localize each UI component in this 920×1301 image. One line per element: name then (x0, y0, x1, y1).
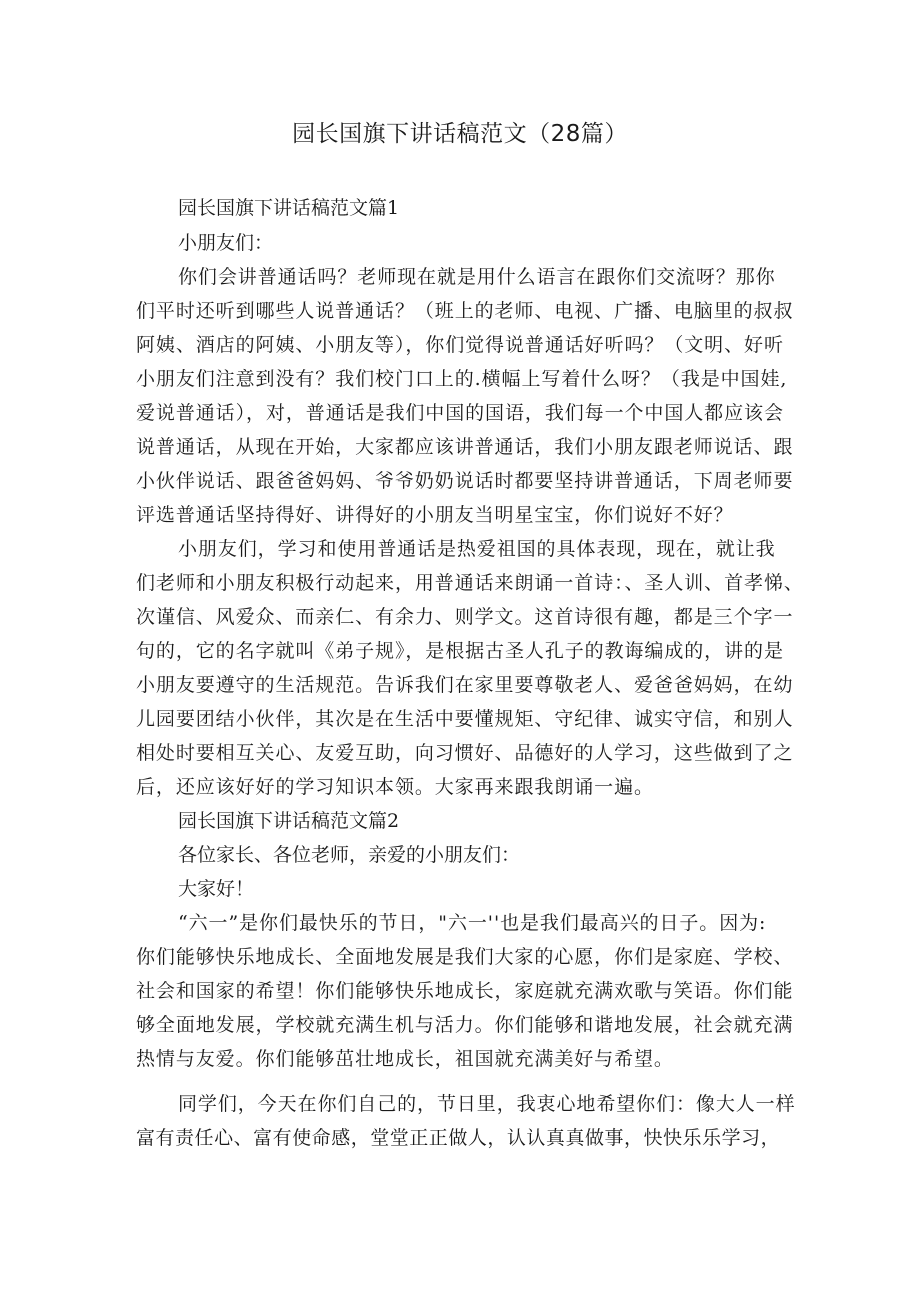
paragraph-3-line: 你们能够快乐地成长、全面地发展是我们大家的心愿，你们是家庭、学校、 (136, 946, 794, 968)
paragraph-2-line: 相处时要相互关心、友爱互助，向习惯好、品德好的人学习，这些做到了之 (136, 742, 794, 764)
paragraph-2-line: 小朋友要遵守的生活规范。告诉我们在家里要尊敬老人、爱爸爸妈妈，在幼 (136, 674, 794, 696)
paragraph-4-line: 同学们，今天在你们自己的，节日里，我衷心地希望你们：像大人一样 (178, 1093, 796, 1115)
paragraph-2-line: 次谨信、风爱众、而亲仁、有余力、则学文。这首诗很有趣，都是三个字一 (136, 606, 794, 628)
paragraph-3-line: 热情与友爱。你们能够茁壮地成长，祖国就充满美好与希望。 (136, 1048, 674, 1070)
salutation: 各位家长、各位老师，亲爱的小朋友们： (178, 844, 521, 866)
paragraph-1-line: 爱说普通话），对，普通话是我们中国的国语，我们每一个中国人都应该会 (136, 402, 784, 424)
paragraph-1-line: 说普通话，从现在开始，大家都应该讲普通话，我们小朋友跟老师说话、跟 (136, 436, 794, 458)
paragraph-3-line: 社会和国家的希望！你们能够快乐地成长，家庭就充满欢歌与笑语。你们能 (136, 980, 794, 1002)
section-heading-1: 园长国旗下讲话稿范文篇1 (178, 197, 400, 219)
salutation: 小朋友们： (178, 232, 274, 254)
paragraph-2-line: 小朋友们，学习和使用普通话是热爱祖国的具体表现，现在，就让我 (178, 538, 776, 560)
paragraph-4-line: 富有责任心、富有使命感，堂堂正正做人，认认真真做事，快快乐乐学习， (136, 1127, 781, 1149)
paragraph-1-line: 阿姨、酒店的阿姨、小朋友等），你们觉得说普通话好听吗？（文明、好听 (136, 334, 784, 356)
paragraph-2-line: 儿园要团结小伙伴，其次是在生活中要懂规矩、守纪律、诚实守信，和别人 (136, 708, 794, 730)
greeting: 大家好！ (178, 878, 255, 900)
paragraph-3-line: 够全面地发展，学校就充满生机与活力。你们能够和谐地发展，社会就充满 (136, 1014, 794, 1036)
paragraph-1-line: 们平时还听到哪些人说普通话？（班上的老师、电视、广播、电脑里的叔叔 (136, 300, 794, 322)
paragraph-1-line: 小朋友们注意到没有？我们校门口上的.横幅上写着什么呀？（我是中国娃, (136, 368, 788, 390)
paragraph-2-line: 后，还应该好好的学习知识本领。大家再来跟我朗诵一遍。 (136, 776, 654, 798)
paragraph-1-line: 评选普通话坚持得好、讲得好的小朋友当明星宝宝，你们说好不好？ (136, 504, 734, 526)
paragraph-2-line: 句的，它的名字就叫《弟子规》，是根据古圣人孔子的教诲编成的，讲的是 (136, 640, 784, 662)
paragraph-3-line: “六一”是你们最快乐的节日，"六一''也是我们最高兴的日子。因为: (178, 912, 767, 934)
paragraph-1-line: 你们会讲普通话吗？老师现在就是用什么语言在跟你们交流呀？那你 (178, 266, 776, 288)
document-title: 园长国旗下讲话稿范文（28篇） (292, 121, 628, 147)
paragraph-1-line: 小伙伴说话、跟爸爸妈妈、爷爷奶奶说话时都要坚持讲普通话，下周老师要 (136, 470, 794, 492)
paragraph-2-line: 们老师和小朋友积极行动起来，用普通话来朗诵一首诗：、圣人训、首孝悌、 (136, 572, 804, 594)
section-heading-2: 园长国旗下讲话稿范文篇2 (178, 810, 400, 832)
